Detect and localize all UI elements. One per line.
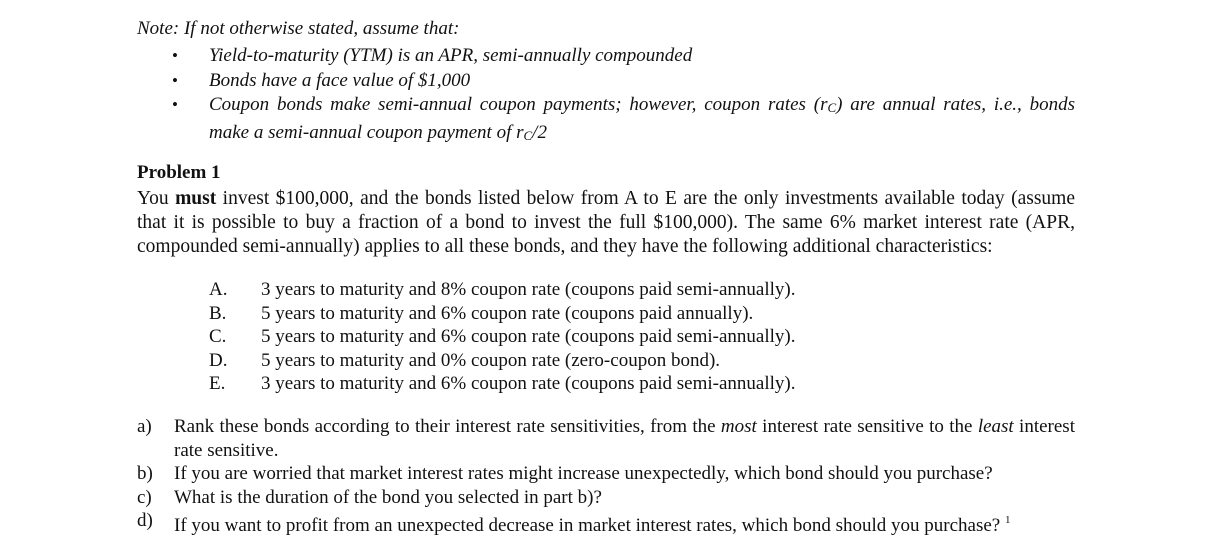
bond-option [0, 372, 1211, 396]
coupon-text-part1: Coupon bonds make semi-annual coupon payments; however, coupon rates (r [209, 94, 828, 115]
question-label: c) [137, 486, 152, 508]
bond-option [0, 278, 1211, 302]
bond-option-list [0, 278, 1211, 396]
note-bullet-list [0, 44, 1211, 148]
question-b [0, 462, 1211, 486]
question-a-post: interest rate sensitive. [174, 416, 1075, 461]
option-letter: A. [209, 279, 228, 300]
bullet-icon: • [172, 95, 178, 114]
question-text [174, 415, 1075, 462]
question-label: a) [137, 416, 152, 437]
bond-option [0, 349, 1211, 373]
note-bullet-item [0, 44, 1211, 69]
note-bullet-text: Bonds have a face value of $1,000 [209, 69, 471, 91]
coupon-text-part3: /2 [532, 121, 547, 143]
intro-pre: You [137, 188, 176, 209]
coupon-subscript: C [523, 127, 533, 143]
question-a-emphasis-least: least [977, 416, 1014, 437]
question-a [0, 415, 1211, 462]
option-letter: E. [209, 373, 226, 394]
bond-option [0, 302, 1211, 326]
question-label: b) [137, 463, 153, 484]
bullet-icon: • [172, 46, 178, 65]
note-bullet-text: Yield-to-maturity (YTM) is an APR, semi-annually compounded [209, 45, 693, 66]
option-text: 5 years to maturity and 0% coupon rate (zero-coupon bond). [261, 349, 721, 371]
question-text [174, 509, 1075, 538]
question-a-pre: Rank these bonds according to their interest rate sensitivities, from the [174, 416, 721, 437]
problem-title: Problem 1 [137, 162, 221, 183]
intro-emphasis: must [175, 188, 217, 209]
option-letter: C. [209, 326, 227, 347]
intro-post: invest $100,000, and the bonds listed below from A to E are the only investments available today (assume that it is possible to buy a fraction of a bond to invest the full $100,000). The same 6% market interest rate (APR, compounded semi-annually) applies to all these bonds, and they have the following additional characteristics: [137, 188, 1075, 257]
option-text: 5 years to maturity and 6% coupon rate (coupons paid annually). [261, 302, 754, 324]
option-text: 3 years to maturity and 8% coupon rate (coupons paid semi-annually). [261, 279, 796, 300]
option-letter: B. [209, 302, 227, 324]
problem-intro [137, 187, 1075, 259]
question-text: If you are worried that market interest rates might increase unexpectedly, which bond should you purchase? [174, 463, 993, 484]
coupon-text-part2: ) are annual rates, i.e., bonds make a semi-annual coupon payment of r [209, 94, 1075, 143]
question-list [0, 415, 1211, 538]
note-bullet-item [0, 69, 1211, 94]
bond-option [0, 325, 1211, 349]
option-letter: D. [209, 349, 228, 371]
footnote-marker: 1 [1004, 514, 1011, 526]
question-d [0, 509, 1211, 538]
question-a-mid: interest rate sensitive to the [756, 416, 978, 437]
note-bullet-text-coupon [209, 93, 1075, 148]
question-d-text: If you want to profit from an unexpected decrease in market interest rates, which bond should you purchase? [174, 515, 1001, 536]
coupon-subscript: C [827, 100, 837, 115]
question-a-emphasis-most: most [720, 416, 757, 437]
bullet-icon: • [172, 70, 178, 90]
note-bullet-item [0, 93, 1211, 148]
option-text: 5 years to maturity and 6% coupon rate (coupons paid semi-annually). [261, 326, 796, 347]
note-heading: Note: If not otherwise stated, assume that: [137, 18, 460, 39]
option-text: 3 years to maturity and 6% coupon rate (coupons paid semi-annually). [261, 373, 796, 394]
question-label: d) [137, 510, 153, 531]
question-c [0, 486, 1211, 510]
question-text: What is the duration of the bond you selected in part b)? [174, 486, 602, 508]
